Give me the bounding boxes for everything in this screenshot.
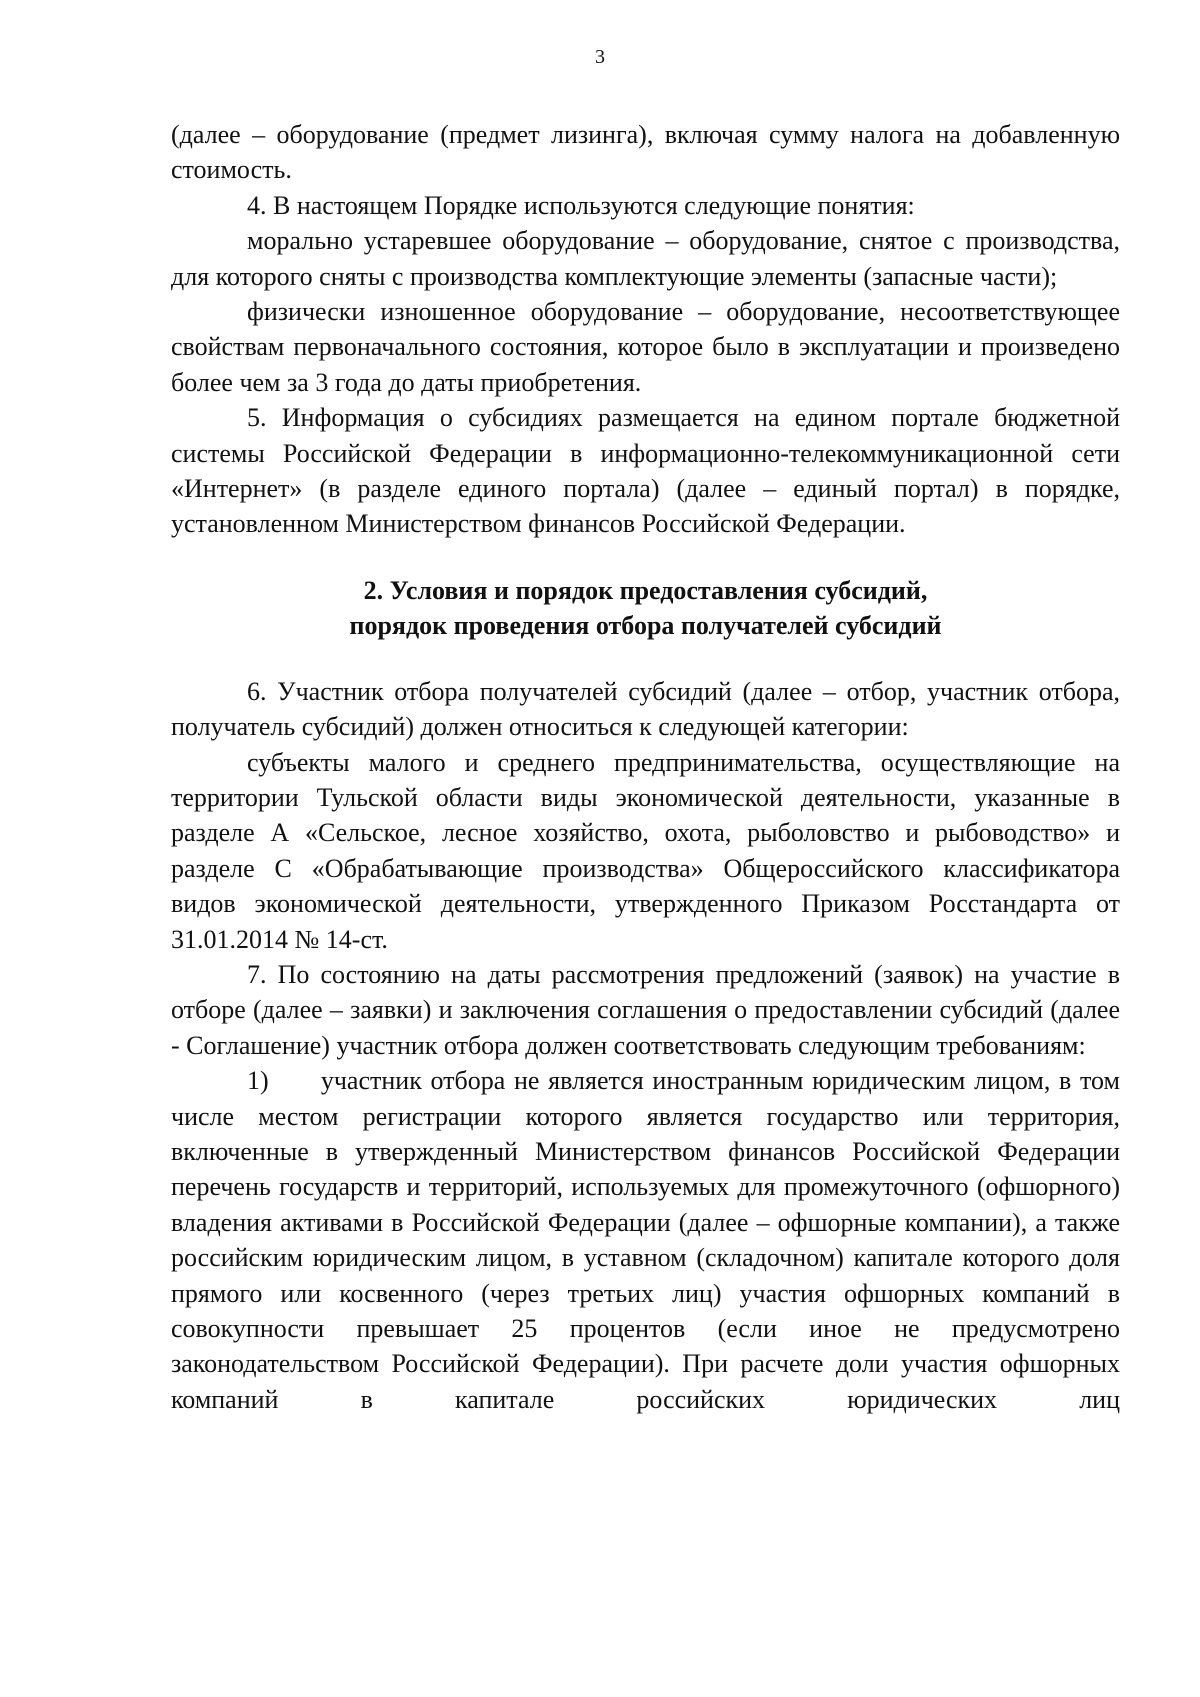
- paragraph-requirement-1: 1) участник отбора не является иностранным юридическим лицом, в том числе местом регистрации которого является государство или территория, включенные в утвержденный Министерством финансов Российской Федерации перечень государств и территорий, используемых для промежуточного (офшорного) владения активами в Российской Федерации (далее – офшорные компании), а также российским юридическим лицом, в уставном (складочном) капитале которого доля прямого или косвенного (через третьих лиц) участия офшорных компаний в совокупности превышает 25 процентов (если иное не предусмотрено законодательством Российской Федерации). При расчете доли участия офшорных компаний в капитале российских юридических лиц: [171, 1066, 1120, 1414]
- section-heading-line-2: порядок проведения отбора получателей субсидий: [349, 611, 942, 641]
- section-heading: [171, 573, 1120, 644]
- paragraph-definition-worn: физически изношенное оборудование – оборудование, несоответствующее свойствам первоначального состояния, которое было в эксплуатации и произведено более чем за 3 года до даты приобретения.: [171, 297, 1120, 397]
- paragraph-item-4: 4. В настоящем Порядке используются следующие понятия:: [247, 190, 915, 220]
- paragraph-item-5: 5. Информация о субсидиях размещается на едином портале бюджетной системы Российской Федерации в информационно-телекоммуникационной сети «Интернет» (в разделе единого портала) (далее – единый портал) в порядке, установленном Министерством финансов Российской Федерации.: [171, 403, 1120, 539]
- document-body: [171, 117, 1120, 1417]
- paragraph-continuation: (далее – оборудование (предмет лизинга), включая сумму налога на добавленную стоимость.: [171, 120, 1120, 185]
- paragraph-item-6: 6. Участник отбора получателей субсидий (далее – отбор, участник отбора, получатель субсидий) должен относиться к следующей категории:: [171, 676, 1120, 742]
- section-heading-line-1: 2. Условия и порядок предоставления субсидий,: [363, 575, 928, 605]
- paragraph-item-7: 7. По состоянию на даты рассмотрения предложений (заявок) на участие в отборе (далее – заявки) и заключения соглашения о предоставлении субсидий (далее - Соглашение) участник отбора должен соответствовать следующим требованиям:: [171, 959, 1120, 1060]
- page-number: 3: [595, 46, 605, 68]
- paragraph-category: субъекты малого и среднего предпринимательства, осуществляющие на территории Тульской области виды экономической деятельности, указанные в разделе А «Сельское, лесное хозяйство, охота, рыболовство и рыбоводство» и разделе С «Обрабатывающие производства» Общероссийского классификатора видов экономической деятельности, утвержденного Приказом Росстандарта от 31.01.2014 № 14-ст.: [171, 747, 1120, 954]
- paragraph-definition-obsolete: морально устаревшее оборудование – оборудование, снятое с производства, для которого сняты с производства комплектующие элементы (запасные части);: [171, 226, 1120, 291]
